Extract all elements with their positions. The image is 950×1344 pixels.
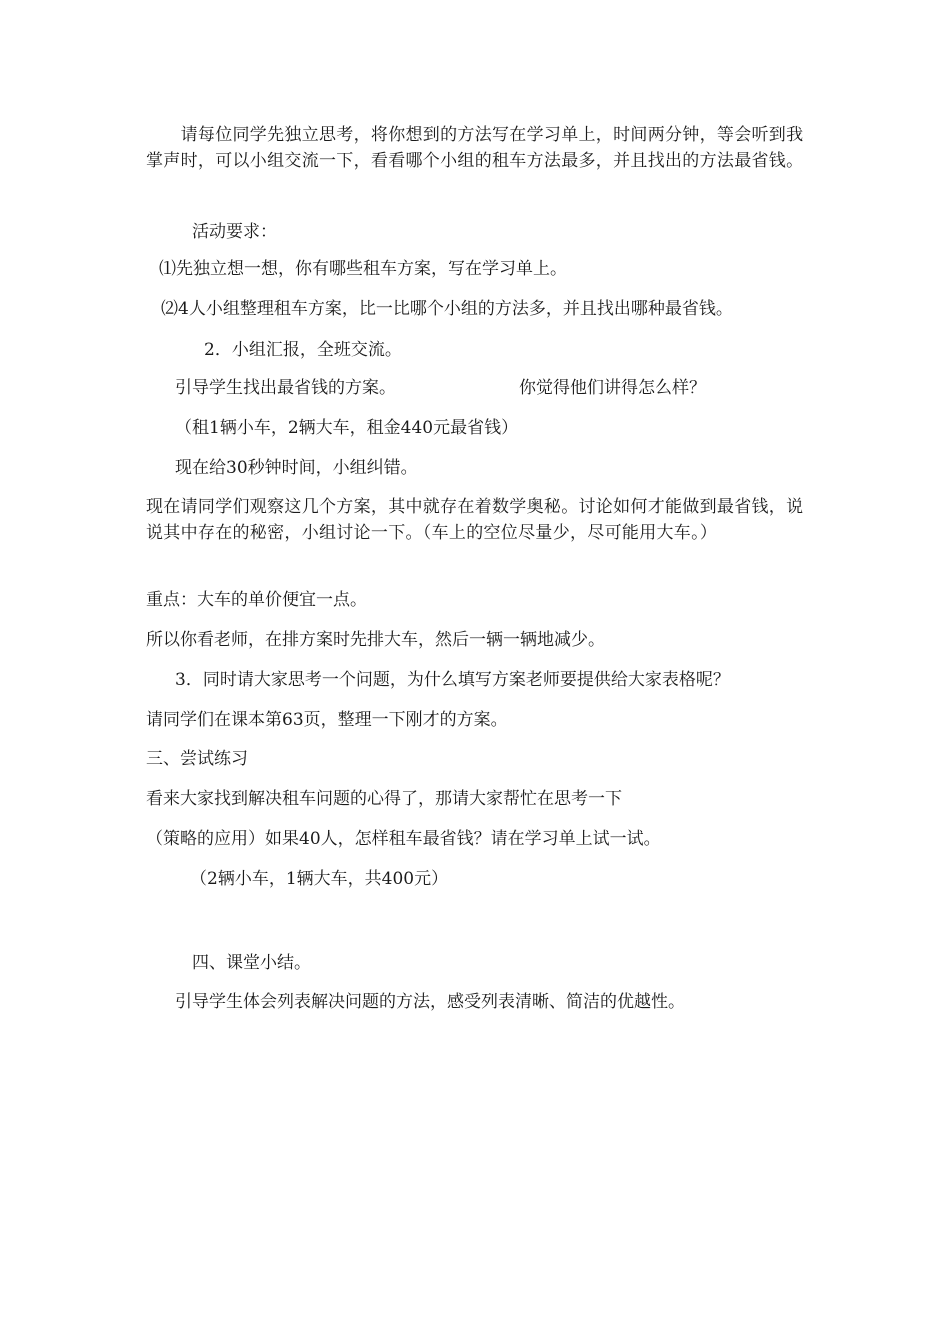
activity-heading: 活动要求：	[192, 222, 277, 242]
guide-cheapest: 引导学生找出最省钱的方案。	[175, 378, 396, 398]
practice-question: （策略的应用）如果40人，怎样租车最省钱？请在学习单上试一试。	[146, 829, 661, 849]
key-point: 重点：大车的单价便宜一点。	[146, 590, 367, 610]
observe-paragraph: 现在请同学们观察这几个方案，其中就存在着数学奥秘。讨论如何才能做到最省钱，说说其中存在的秘密，小组讨论一下。（车上的空位尽量少，尽可能用大车。）	[146, 497, 804, 543]
question-opinion: 你觉得他们讲得怎么样？	[519, 378, 706, 398]
arrange-tip: 所以你看老师，在排方案时先排大车，然后一辆一辆地减少。	[146, 630, 605, 650]
section-3-title: 三、尝试练习	[146, 749, 248, 769]
summary-text: 引导学生体会列表解决问题的方法，感受列表清晰、简洁的优越性。	[175, 992, 685, 1012]
section-4-title: 四、课堂小结。	[192, 953, 311, 973]
answer-2: （2辆小车，1辆大车，共400元）	[190, 869, 449, 889]
textbook-instruction: 请同学们在课本第63页，整理一下刚才的方案。	[146, 710, 508, 730]
correction-note: 现在给30秒钟时间，小组纠错。	[175, 458, 418, 478]
requirement-1: ⑴先独立想一想，你有哪些租车方案，写在学习单上。	[159, 259, 567, 279]
practice-intro: 看来大家找到解决租车问题的心得了，那请大家帮忙在思考一下	[146, 789, 622, 809]
answer-1: （租1辆小车，2辆大车，租金440元最省钱）	[175, 418, 519, 438]
step-2-heading: 2．小组汇报，全班交流。	[204, 340, 402, 360]
step-3-heading: 3．同时请大家思考一个问题，为什么填写方案老师要提供给大家表格呢？	[175, 670, 730, 690]
requirement-2: ⑵4人小组整理租车方案，比一比哪个小组的方法多，并且找出哪种最省钱。	[161, 299, 733, 319]
intro-paragraph: 请每位同学先独立思考，将你想到的方法写在学习单上，时间两分钟，等会听到我掌声时，可以小组交流一下，看看哪个小组的租车方法最多，并且找出的方法最省钱。	[146, 125, 804, 171]
